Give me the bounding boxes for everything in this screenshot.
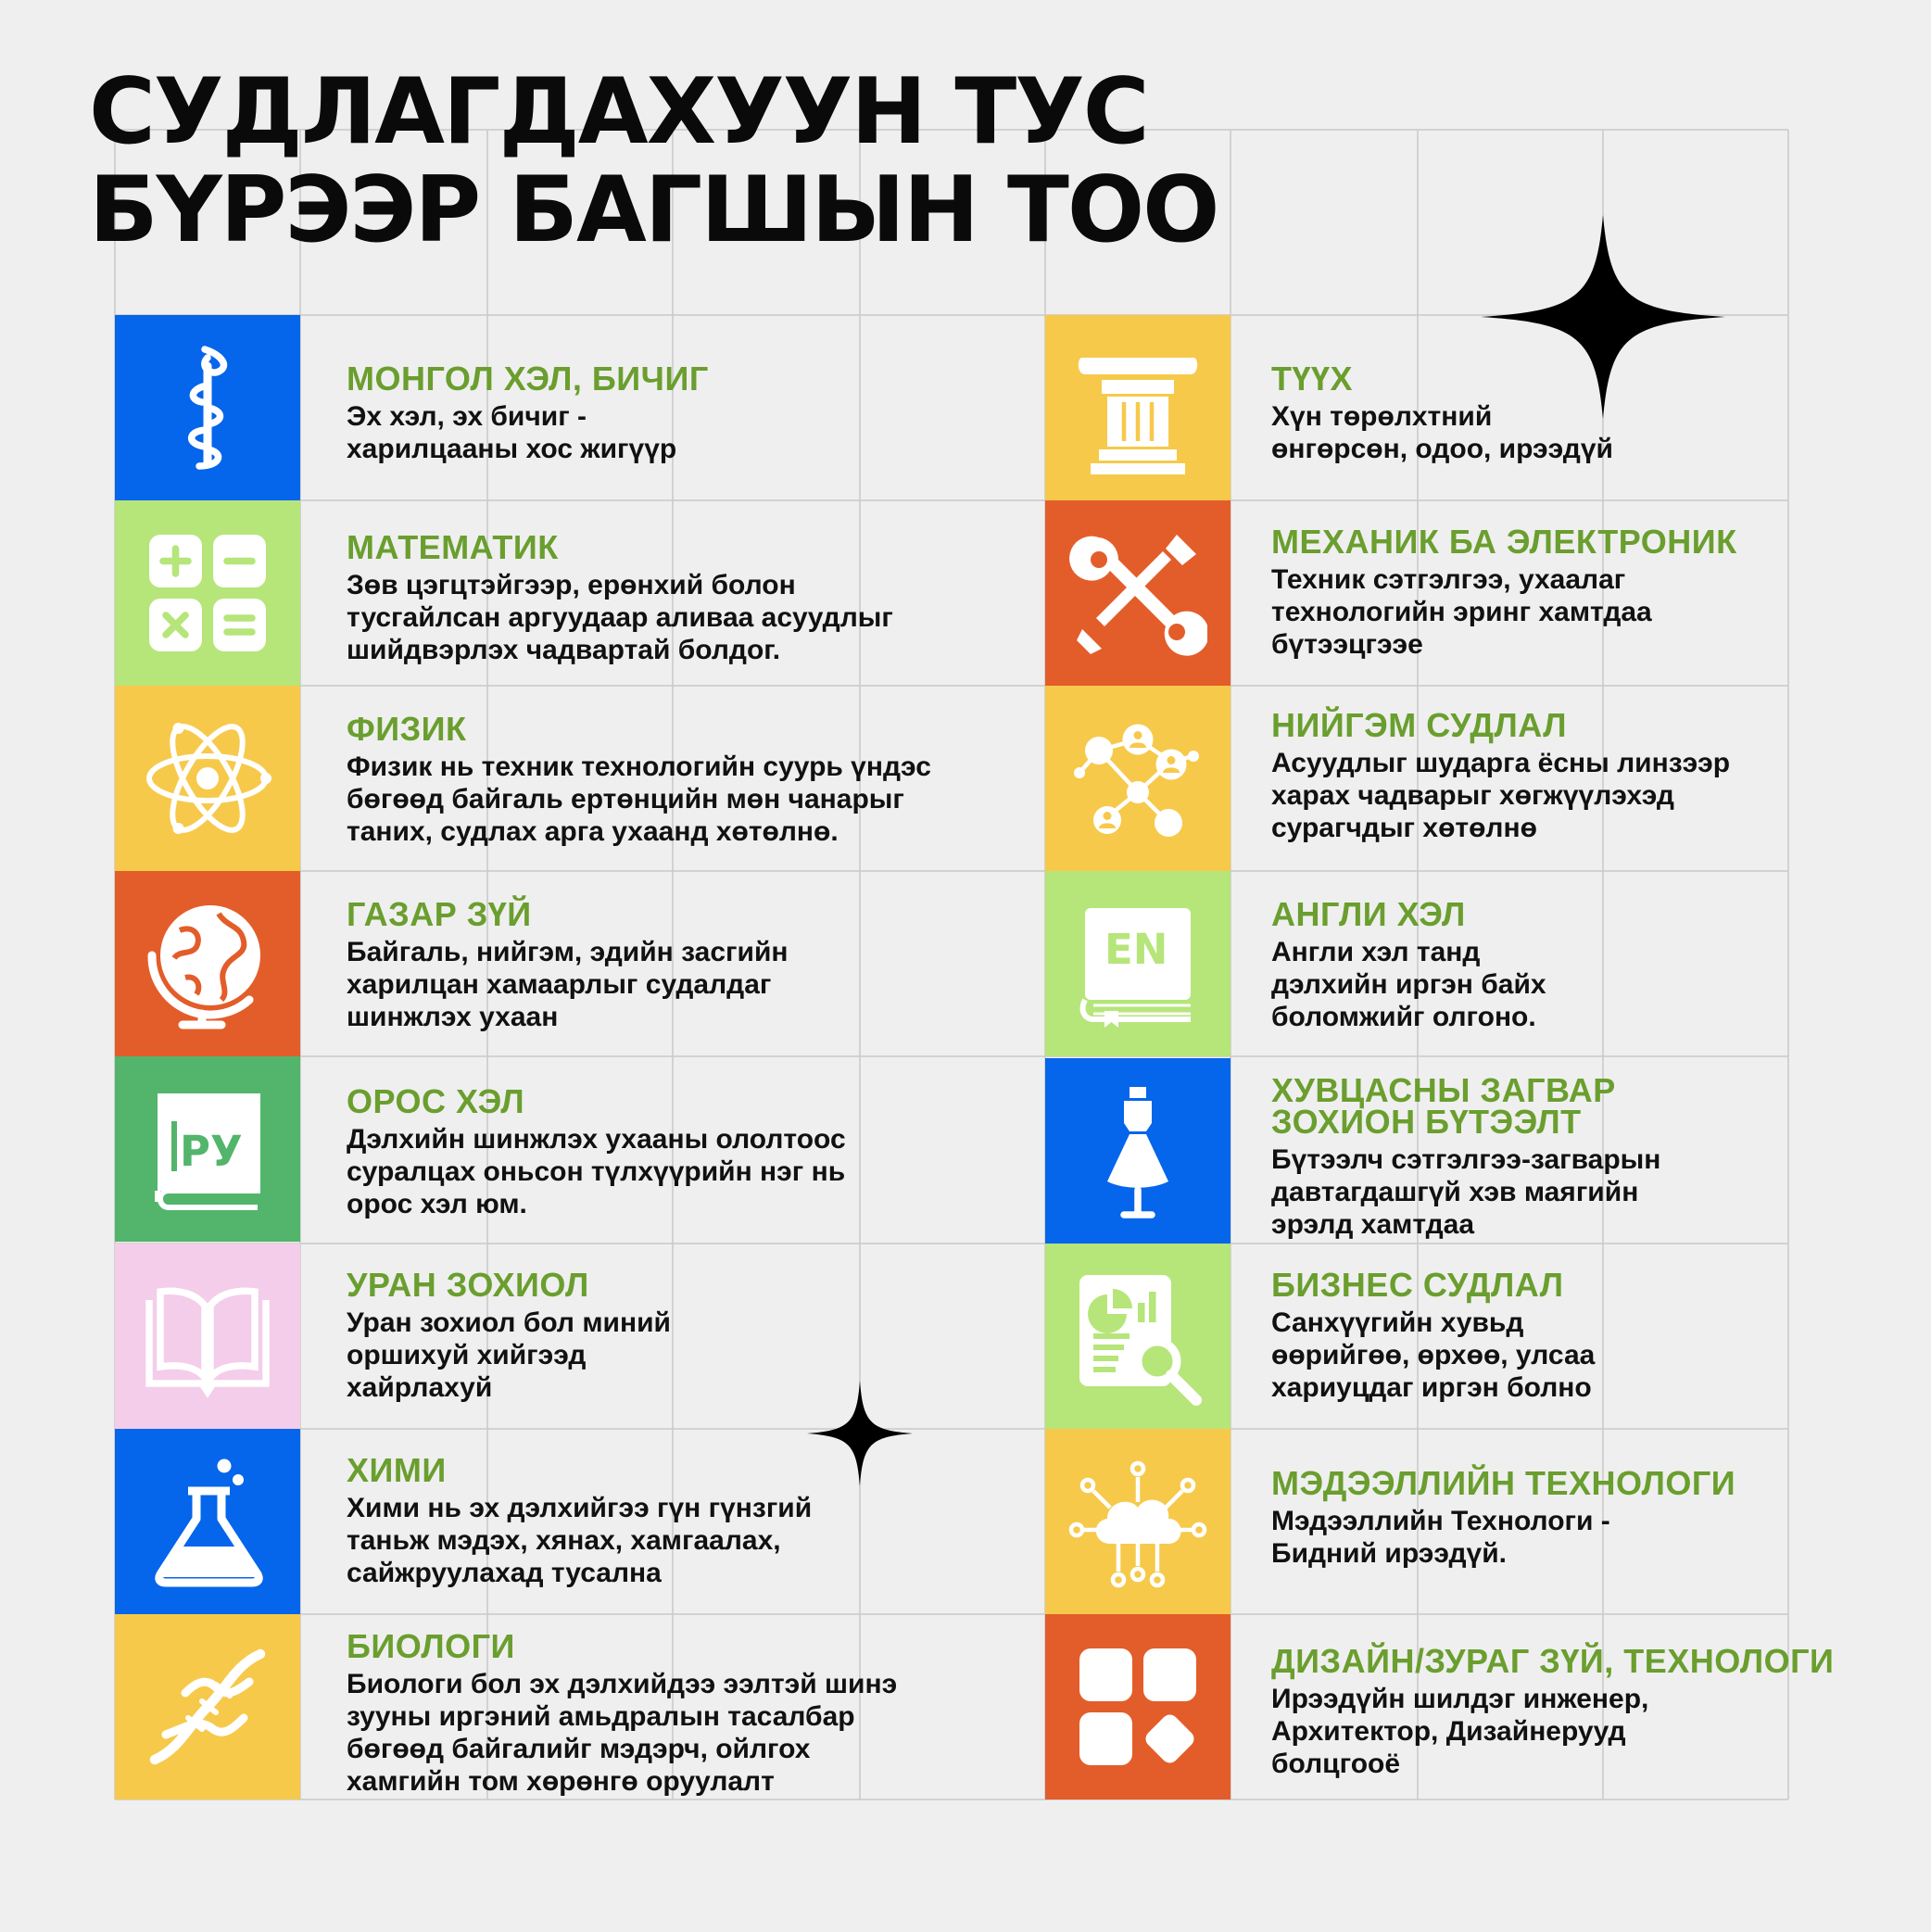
subject-tile-it xyxy=(1045,1429,1231,1614)
subject-tile-social-studies xyxy=(1045,686,1231,871)
subject-description: Санхүүгийн хувьд өөрийгөө, өрхөө, улсаа хариуцдаг иргэн болно xyxy=(1271,1307,1596,1403)
subject-tile-english xyxy=(1045,871,1231,1056)
subject-description: Асуудлыг шударга ёсны линзээр харах чадварыг хөгжүүлэхэд сурагчдыг хөтөлнө xyxy=(1271,748,1731,843)
subject-name: МАТЕМАТИК xyxy=(347,528,559,566)
subject-description: Дэлхийн шинжлэх ухааны ололтоос суралцах оньсон түлхүүрийн нэг нь орос хэл юм. xyxy=(347,1124,846,1219)
subject-tile-physics xyxy=(115,686,300,871)
dna-icon xyxy=(138,1637,277,1776)
column-icon xyxy=(1068,338,1207,477)
subject-name: УРАН ЗОХИОЛ xyxy=(347,1266,589,1304)
subject-name: ДИЗАЙН/ЗУРАГ ЗҮЙ, ТЕХНОЛОГИ xyxy=(1271,1642,1835,1680)
network-icon xyxy=(1068,709,1207,848)
subject-description: Ирээдүйн шилдэг инженер, Архитектор, Дизайнерууд болцгооё xyxy=(1271,1684,1649,1779)
subject-name: МЭДЭЭЛЛИЙН ТЕХНОЛОГИ xyxy=(1271,1464,1736,1502)
subject-name: МОНГОЛ ХЭЛ, БИЧИГ xyxy=(347,360,709,398)
subject-description: Хүн төрөлхтний өнгөрсөн, одоо, ирээдүй xyxy=(1271,401,1613,464)
subject-entry-chemistry xyxy=(347,1451,1051,1589)
flask-icon xyxy=(138,1452,277,1591)
subject-tile-business xyxy=(1045,1244,1231,1429)
subject-entry-mongolian xyxy=(347,360,1051,465)
subject-name: НИЙГЭМ СУДЛАЛ xyxy=(1271,706,1567,744)
subject-entry-mechanics xyxy=(1271,523,1931,661)
page-title xyxy=(89,59,1218,263)
globe-icon xyxy=(138,894,277,1033)
subject-description: Бүтээлч сэтгэлгээ-загварын давтагдашгүй хэв маягийн эрэлд хамтдаа xyxy=(1271,1144,1661,1240)
subject-name: МЕХАНИК БА ЭЛЕКТРОНИК xyxy=(1271,523,1737,561)
subject-description: Байгаль, нийгэм, эдийн засгийн харилцан хамаарлыг судалдаг шинжлэх ухаан xyxy=(347,937,789,1032)
subject-tile-mechanics xyxy=(1045,500,1231,686)
atom-icon xyxy=(138,709,277,848)
mongol-script-icon xyxy=(138,338,277,477)
subject-tile-biology xyxy=(115,1614,300,1799)
subject-name: БИОЛОГИ xyxy=(347,1627,515,1665)
subject-description: Мэдээллийн Технологи - Бидний ирээдүй. xyxy=(1271,1506,1610,1569)
subject-entry-fashion xyxy=(1271,1071,1931,1241)
book-label: EN xyxy=(1104,925,1168,974)
subject-tile-math xyxy=(115,500,300,686)
subject-entry-russian xyxy=(347,1082,1051,1220)
book-en-icon xyxy=(1068,894,1207,1033)
subject-tile-literature xyxy=(115,1244,300,1429)
subject-description: Хими нь эх дэлхийгээ гүн гүнзгий таньж мэдэх, хянах, хамгаалах, сайжруулахад тусална xyxy=(347,1493,813,1588)
subject-entry-it xyxy=(1271,1464,1931,1570)
subject-tile-russian xyxy=(115,1056,300,1242)
subject-tile-fashion xyxy=(1045,1058,1231,1244)
subject-entry-physics xyxy=(347,710,1051,848)
subject-description: Биологи бол эх дэлхийдээ ээлтэй шинэ зууны иргэний амьдралын тасалбар бөгөөд байгалийг мэдэрч, ойлгох хамгийн том хөрөнгө оруулалт xyxy=(347,1669,898,1797)
subject-tile-geography xyxy=(115,871,300,1056)
subject-name: ТҮҮХ xyxy=(1271,360,1354,398)
subject-description: Эх хэл, эх бичиг - харилцааны хос жигүүр xyxy=(347,401,677,464)
subject-entry-design xyxy=(1271,1642,1931,1780)
book-label: PУ xyxy=(180,1127,243,1176)
subject-description: Техник сэтгэлгээ, ухаалаг технологийн эринг хамтдаа бүтээцгээе xyxy=(1271,564,1652,660)
subject-entry-history xyxy=(1271,360,1931,465)
subject-name: ОРОС ХЭЛ xyxy=(347,1082,525,1120)
subject-name: АНГЛИ ХЭЛ xyxy=(1271,895,1466,933)
report-icon xyxy=(1068,1267,1207,1406)
subject-entry-biology xyxy=(347,1627,1051,1798)
subject-entry-geography xyxy=(347,895,1051,1033)
subject-name: ХУВЦАСНЫ ЗАГВАР ЗОХИОН БҮТЭЭЛТ xyxy=(1271,1071,1616,1141)
subject-tile-history xyxy=(1045,315,1231,500)
calculator-icon xyxy=(138,524,277,663)
subject-entry-math xyxy=(347,528,1051,666)
subject-tile-design xyxy=(1045,1614,1231,1799)
subject-entry-english xyxy=(1271,895,1931,1033)
subject-name: БИЗНЕС СУДЛАЛ xyxy=(1271,1266,1564,1304)
subject-tile-chemistry xyxy=(115,1429,300,1614)
page-title-line-2: БҮРЭЭР БАГШЫН ТОО xyxy=(89,158,1218,263)
subject-entry-literature xyxy=(347,1266,1051,1404)
subject-description: Англи хэл танд дэлхийн иргэн байх боломжийг олгоно. xyxy=(1271,937,1546,1032)
subject-entry-business xyxy=(1271,1266,1931,1404)
apps-icon xyxy=(1068,1637,1207,1776)
subject-name: ГАЗАР ЗҮЙ xyxy=(347,895,532,933)
cloud-circuit-icon xyxy=(1068,1452,1207,1591)
subject-description: Уран зохиол бол миний оршихуй хийгээд хайрлахуй xyxy=(347,1307,671,1403)
open-book-icon xyxy=(138,1267,277,1406)
subject-tile-mongolian xyxy=(115,315,300,500)
tools-icon xyxy=(1068,524,1207,663)
subject-description: Физик нь техник технологийн суурь үндэс бөгөөд байгаль ертөнцийн мөн чанарыг таних, судлах арга ухаанд хөтөлнө. xyxy=(347,751,931,847)
subject-name: ХИМИ xyxy=(347,1451,447,1489)
subject-name: ФИЗИК xyxy=(347,710,467,748)
page-title-line-1: СУДЛАГДАХУУН ТУС xyxy=(89,59,1148,165)
dress-form-icon xyxy=(1068,1081,1207,1220)
subject-description: Зөв цэгцтэйгээр, ерөнхий болон тусгайлсан аргуудаар аливаа асуудлыг шийдвэрлэх чадвартай болдог. xyxy=(347,570,893,665)
subject-entry-social-studies xyxy=(1271,706,1931,844)
book-ru-icon xyxy=(138,1080,277,1219)
